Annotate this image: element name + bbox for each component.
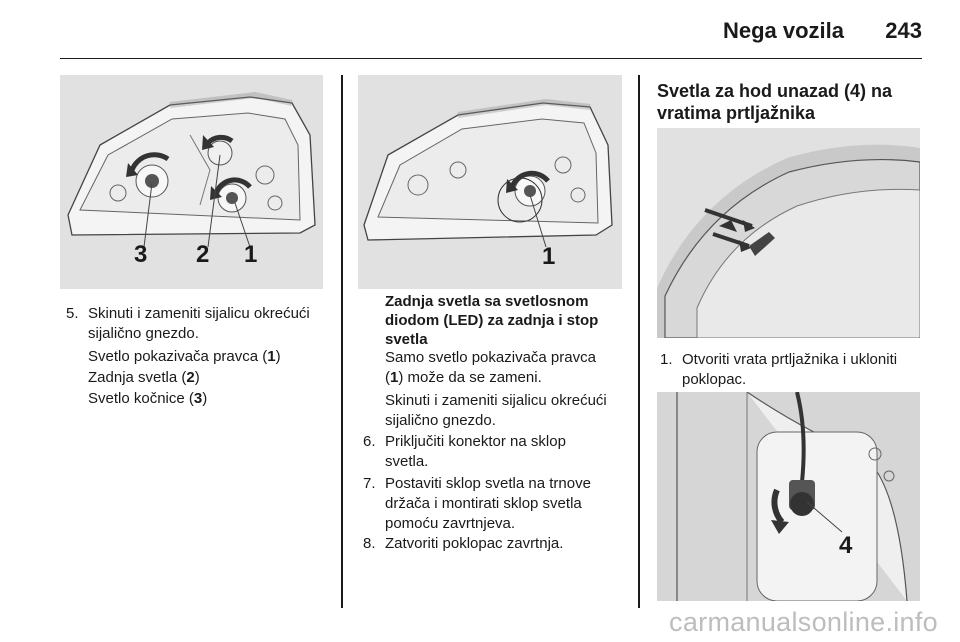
page-title: Nega vozila [722, 18, 844, 43]
figure-label-3: 3 [134, 241, 148, 268]
step-8: 8. Zatvoriti poklopac zavrtnja. [363, 535, 564, 552]
figure-label-1: 1 [244, 241, 258, 268]
tail-light-figure-bulbs [60, 75, 323, 289]
reverse-light-figure [657, 392, 920, 601]
bulb-brake-light: Svetlo kočnice (3) [88, 390, 208, 407]
bulb-tail-light: Zadnja svetla (2) [88, 369, 200, 386]
led-paragraph: Samo svetlo pokazivača pravca (1) može da se zameni. [385, 349, 596, 386]
step-7: 7. Postaviti sklop svetla na trnove držača i montirati sklop svetla pomoću zavrtnjeva. [363, 475, 591, 532]
step-text-line: sijalično gnezdo. [88, 325, 199, 342]
page-header [60, 0, 922, 59]
watermark: carmanualsonline.info [669, 607, 938, 637]
figure-label-4: 4 [839, 532, 853, 559]
page-number: 243 [885, 18, 922, 43]
step-1: 1. Otvoriti vrata prtljažnika i ukloniti poklopac. [660, 351, 898, 388]
column-divider-2 [638, 75, 640, 608]
tail-light-figure-led [358, 75, 622, 289]
replace-paragraph: Skinuti i zameniti sijalicu okrećući sijalično gnezdo. [385, 392, 607, 429]
step-text-line: Skinuti i zameniti sijalicu okrećući [88, 305, 310, 322]
bulb-turn-signal: Svetlo pokazivača pravca (1) [88, 348, 281, 365]
figure-label-1: 1 [542, 243, 556, 270]
figure-label-2: 2 [196, 241, 210, 268]
step-6: 6. Priključiti konektor na sklop svetla. [363, 433, 566, 470]
step-5 [66, 304, 336, 344]
column-divider-1 [341, 75, 343, 608]
section-title: Svetla za hod unazad (4) na vratima prtljažnika [657, 81, 893, 123]
tailgate-figure [657, 128, 920, 338]
step-number: 5. [66, 305, 79, 322]
led-heading: Zadnja svetla sa svetlosnom diodom (LED) za zadnja i stop svetla [385, 293, 599, 348]
